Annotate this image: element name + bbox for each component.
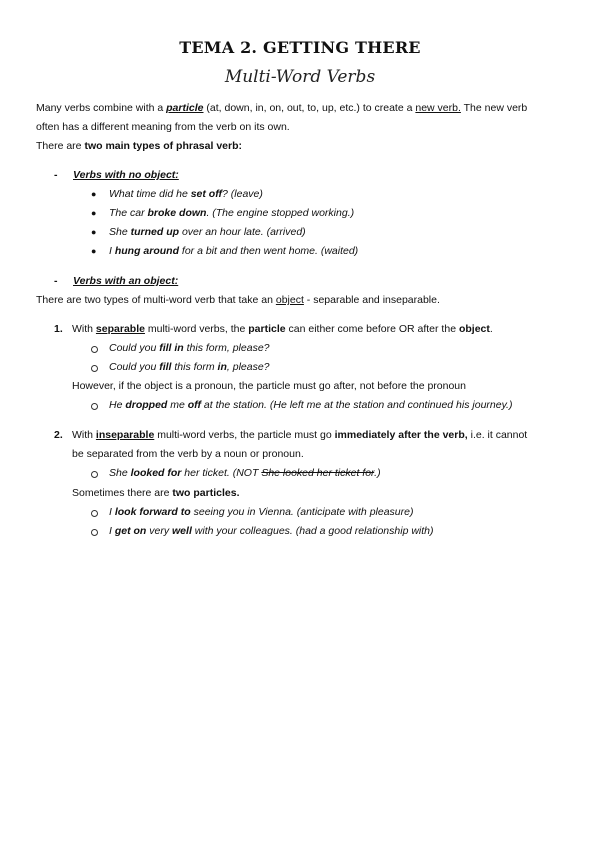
list-item: She turned up over an hour late. (arrived)	[109, 226, 306, 238]
circle-bullet	[91, 346, 98, 353]
list-item: I hung around for a bit and then went home. (waited)	[109, 245, 359, 257]
dash-marker: -	[54, 169, 58, 181]
dash-marker: -	[54, 275, 58, 287]
keyword-particle: particle	[166, 102, 204, 114]
list-item: The car broke down. (The engine stopped working.)	[109, 207, 355, 219]
keyword-new-verb: new verb.	[415, 102, 461, 114]
circle-bullet	[91, 403, 98, 410]
example-line: I get on very well with your colleagues. (had a good relationship with)	[109, 525, 434, 537]
bullet-dot: ●	[91, 189, 97, 199]
page-title: TEMA 2. GETTING THERE	[179, 38, 421, 57]
list-item: What time did he set off? (leave)	[109, 188, 263, 200]
list-number: 1.	[54, 323, 63, 335]
circle-bullet	[91, 510, 98, 517]
two-particles-note: Sometimes there are two particles.	[72, 487, 240, 499]
circle-bullet	[91, 529, 98, 536]
separable-rule: With separable multi-word verbs, the particle can either come before OR after the object.	[72, 323, 493, 335]
bullet-dot: ●	[91, 227, 97, 237]
bullet-dot: ●	[91, 246, 97, 256]
inseparable-rule: With inseparable multi-word verbs, the particle must go immediately after the verb, i.e. it cannot	[72, 429, 528, 441]
example-line: I look forward to seeing you in Vienna. (anticipate with pleasure)	[109, 506, 414, 518]
page-subtitle: Multi-Word Verbs	[224, 67, 376, 87]
intro-line-3: There are two main types of phrasal verb:	[36, 140, 242, 152]
pronoun-note: However, if the object is a pronoun, the particle must go after, not before the pronoun	[72, 380, 466, 392]
example-line: Could you fill this form in, please?	[109, 361, 270, 373]
example-line: He dropped me off at the station. (He left me at the station and continued his journey.)	[109, 399, 513, 411]
bullet-dot: ●	[91, 208, 97, 218]
inseparable-rule-line-2: be separated from the verb by a noun or pronoun.	[72, 448, 304, 460]
intro-line-1: Many verbs combine with a particle (at, down, in, on, out, to, up, etc.) to create a new verb. The new verb	[36, 102, 528, 114]
section-heading-with-object: Verbs with an object:	[73, 275, 179, 287]
section-heading-no-object: Verbs with no object:	[73, 169, 179, 181]
list-number: 2.	[54, 429, 63, 441]
circle-bullet	[91, 365, 98, 372]
intro-line-2: often has a different meaning from the verb on its own.	[36, 121, 290, 133]
with-object-intro: There are two types of multi-word verb that take an object - separable and inseparable.	[36, 294, 440, 306]
example-line: Could you fill in this form, please?	[109, 342, 270, 354]
circle-bullet	[91, 471, 98, 478]
example-line: She looked for her ticket. (NOT She looked her ticket for.)	[109, 467, 381, 479]
